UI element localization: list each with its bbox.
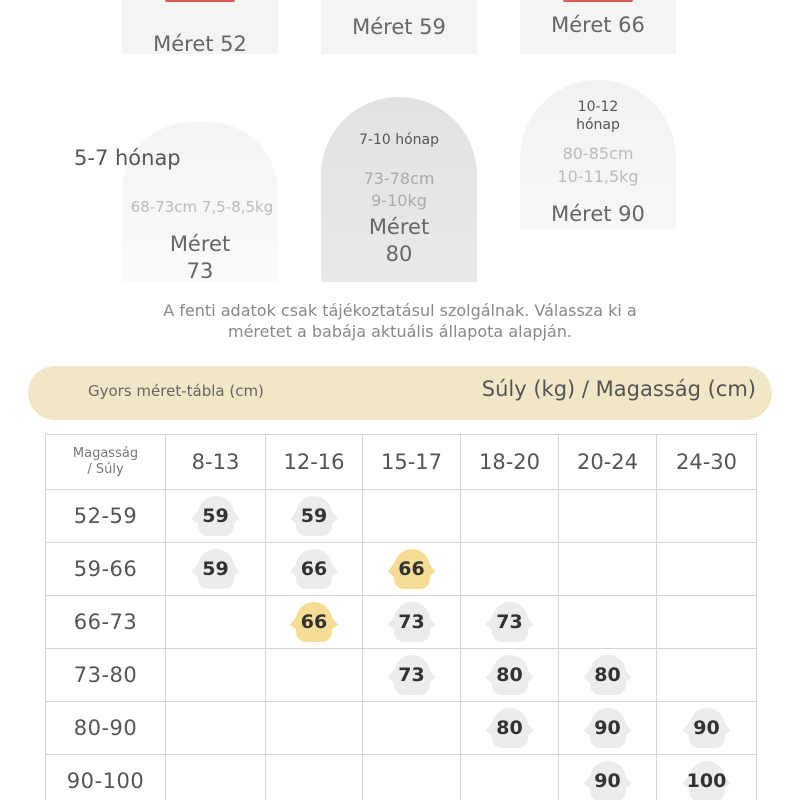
row-header: 52-59 xyxy=(46,490,166,543)
table-cell xyxy=(461,596,559,649)
size-card-73 xyxy=(74,122,278,283)
measure-label: 68-73cm 7,5-8,5kg xyxy=(130,198,274,216)
corner-label: Magasság xyxy=(72,446,139,461)
table-row xyxy=(46,649,757,702)
table-cell xyxy=(461,490,559,543)
notice-line: méretet a babája aktuális állapota alapján. xyxy=(227,322,573,341)
table-corner-header xyxy=(46,435,166,490)
size-card-90 xyxy=(520,80,676,230)
table-row xyxy=(46,755,757,800)
age-label: 7-10 hónap xyxy=(358,132,439,148)
size-card-label: Méret 52 xyxy=(153,32,247,56)
size-badge: 90 xyxy=(584,706,632,750)
age-label: 5-7 hónap xyxy=(74,146,181,170)
table-cell xyxy=(166,755,266,800)
column-header: 12-16 xyxy=(266,435,363,490)
row-header: 80-90 xyxy=(46,702,166,755)
size-badge: 80 xyxy=(584,653,632,697)
table-cell xyxy=(266,596,363,649)
table-cell xyxy=(657,702,757,755)
size-card-52 xyxy=(122,0,278,54)
row-header: 73-80 xyxy=(46,649,166,702)
table-cell xyxy=(461,702,559,755)
table-cell xyxy=(266,702,363,755)
table-cell xyxy=(657,543,757,596)
table-header-row xyxy=(46,435,757,490)
size-label: Méret xyxy=(368,215,430,239)
table-cell xyxy=(166,649,266,702)
card-accent-strip xyxy=(165,0,235,2)
size-card-59 xyxy=(321,0,477,54)
size-badge: 73 xyxy=(388,600,436,644)
table-cell xyxy=(266,543,363,596)
size-badge: 80 xyxy=(486,653,534,697)
size-card-80 xyxy=(321,97,477,282)
table-cell xyxy=(166,543,266,596)
table-cell xyxy=(266,649,363,702)
table-cell xyxy=(166,490,266,543)
age-label: 10-12 xyxy=(577,99,619,115)
table-cell xyxy=(657,596,757,649)
size-badge: 90 xyxy=(584,759,632,800)
measure-label: 80-85cm xyxy=(562,144,634,163)
size-label: Méret xyxy=(169,232,231,256)
table-cell xyxy=(166,702,266,755)
table-cell xyxy=(363,702,461,755)
table-cell xyxy=(559,596,657,649)
age-label: hónap xyxy=(576,117,620,133)
table-cell xyxy=(559,755,657,800)
corner-label: / Súly xyxy=(87,462,124,477)
size-badge: 66 xyxy=(290,547,338,591)
size-badge: 73 xyxy=(388,653,436,697)
table-cell xyxy=(657,755,757,800)
table-row xyxy=(46,543,757,596)
table-cell xyxy=(559,490,657,543)
banner-axis-label: Súly (kg) / Magasság (cm) xyxy=(481,377,756,401)
size-value: 80 xyxy=(385,242,413,266)
measure-label: 10-11,5kg xyxy=(557,167,639,186)
table-cell xyxy=(559,702,657,755)
table-row xyxy=(46,596,757,649)
notice-line: A fenti adatok csak tájékoztatásul szolgálnak. Válassza ki a xyxy=(163,301,637,320)
size-badge: 73 xyxy=(486,600,534,644)
measure-label: 73-78cm xyxy=(363,169,435,188)
size-badge: 100 xyxy=(683,759,731,800)
table-cell xyxy=(363,543,461,596)
size-badge: 59 xyxy=(290,494,338,538)
table-cell xyxy=(363,755,461,800)
table-cell xyxy=(461,543,559,596)
size-badge-highlighted: 66 xyxy=(388,547,436,591)
row-header: 59-66 xyxy=(46,543,166,596)
size-value: 73 xyxy=(186,259,214,283)
table-cell xyxy=(461,649,559,702)
table-cell xyxy=(559,543,657,596)
size-card-label: Méret 59 xyxy=(352,15,446,39)
table-row xyxy=(46,490,757,543)
column-header: 24-30 xyxy=(657,435,757,490)
banner-title: Gyors méret-tábla (cm) xyxy=(88,382,264,400)
size-table-banner xyxy=(28,366,772,420)
size-badge: 80 xyxy=(486,706,534,750)
size-badge-highlighted: 66 xyxy=(290,600,338,644)
column-header: 20-24 xyxy=(559,435,657,490)
size-card-66 xyxy=(520,0,676,54)
size-badge: 90 xyxy=(683,706,731,750)
card-accent-strip xyxy=(563,0,633,2)
size-badge: 59 xyxy=(192,494,240,538)
size-card-label: Méret 66 xyxy=(551,13,645,37)
measure-label: 9-10kg xyxy=(371,191,427,210)
table-cell xyxy=(266,755,363,800)
column-header: 18-20 xyxy=(461,435,559,490)
size-table xyxy=(45,434,757,800)
table-cell xyxy=(363,596,461,649)
table-cell xyxy=(559,649,657,702)
table-cell xyxy=(266,490,363,543)
table-cell xyxy=(657,649,757,702)
row-header: 90-100 xyxy=(46,755,166,800)
table-cell xyxy=(166,596,266,649)
table-cell xyxy=(363,649,461,702)
row-header: 66-73 xyxy=(46,596,166,649)
size-notice xyxy=(120,300,680,342)
size-label: Méret 90 xyxy=(551,202,645,226)
column-header: 8-13 xyxy=(166,435,266,490)
table-cell xyxy=(461,755,559,800)
table-cell xyxy=(363,490,461,543)
table-row xyxy=(46,702,757,755)
size-badge: 59 xyxy=(192,547,240,591)
column-header: 15-17 xyxy=(363,435,461,490)
table-cell xyxy=(657,490,757,543)
